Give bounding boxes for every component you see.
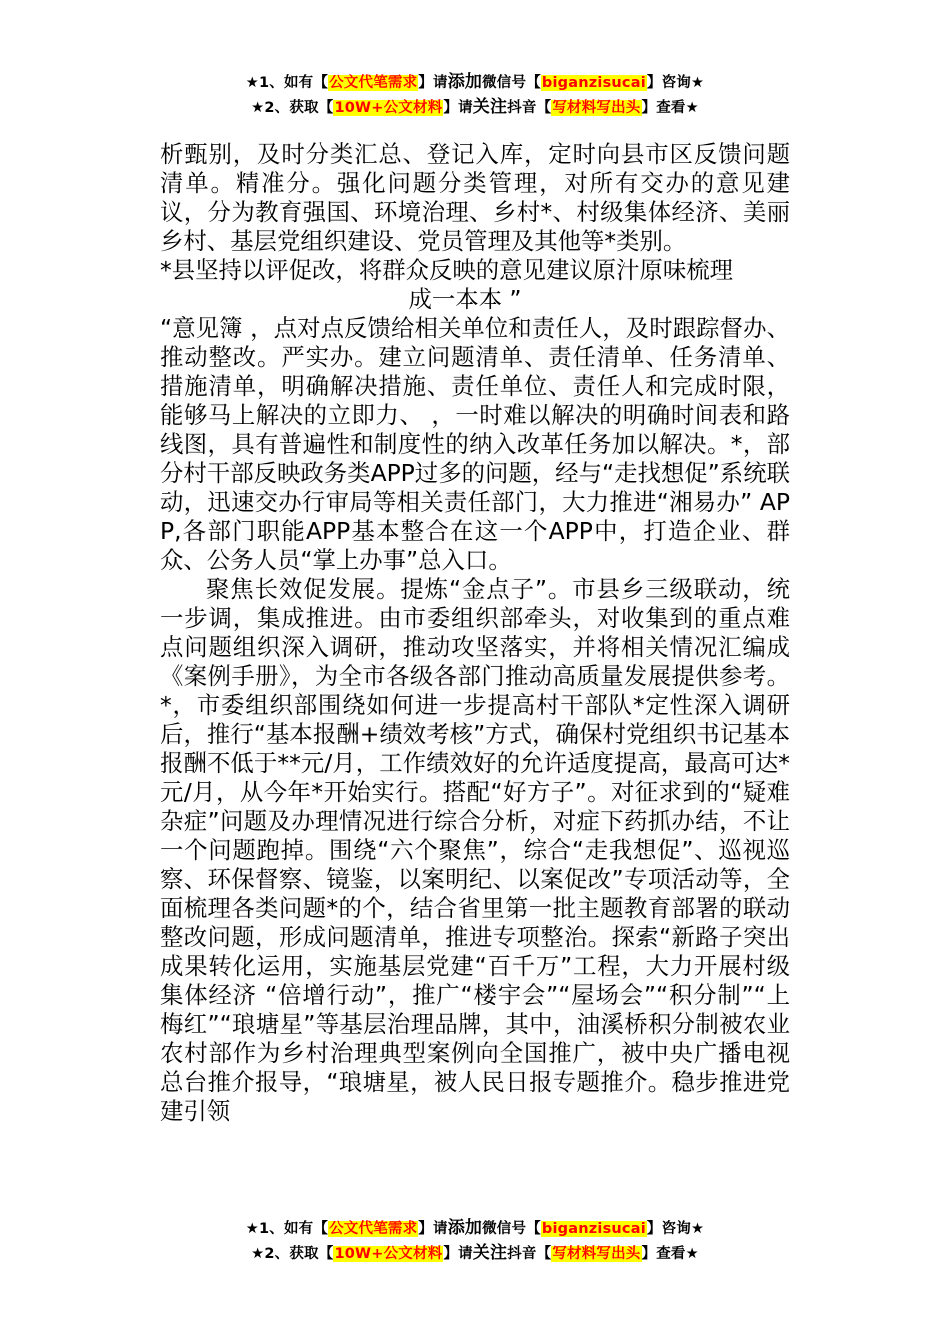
banner-text: 添加: [447, 72, 483, 92]
highlight-text: 10W+公文材料: [334, 1246, 443, 1262]
banner-text: 微信号【: [482, 75, 541, 91]
paragraph: *县坚持以评促改，将群众反映的意见建议原汁原味梳理: [160, 256, 734, 284]
footer-banner: [0, 1216, 950, 1266]
banner-text: 】请: [418, 75, 448, 91]
banner-text: 关注: [472, 97, 508, 117]
banner-text: 关注: [472, 1243, 508, 1263]
highlight-text: 公文代笔需求: [329, 1221, 418, 1237]
document-body: [160, 140, 790, 1126]
banner-text: ★1、如有【: [245, 75, 329, 91]
banner-text: ★2、获取【: [251, 100, 334, 116]
banner-text: 】咨询★: [646, 75, 705, 91]
banner-text: 】请: [443, 1246, 473, 1262]
banner-text: 】请: [443, 100, 473, 116]
banner-text: 抖音【: [507, 100, 552, 116]
banner-text: 抖音【: [507, 1246, 552, 1262]
banner-text: 】咨询★: [646, 1221, 705, 1237]
banner-line-1: [0, 70, 950, 95]
banner-text: ★1、如有【: [245, 1221, 329, 1237]
banner-text: ★2、获取【: [251, 1246, 334, 1262]
highlight-text: biganzisucai: [541, 1221, 646, 1237]
banner-line-1: [0, 1216, 950, 1241]
paragraph: 成一本本 ”: [408, 285, 522, 313]
banner-text: 】查看★: [641, 100, 699, 116]
banner-text: 微信号【: [482, 1221, 541, 1237]
header-banner: [0, 70, 950, 120]
banner-line-2: [0, 1241, 950, 1266]
paragraph: “意见簿 ，点对点反馈给相关单位和责任人，及时跟踪督办、推动整改。严实办。建立问题清单、责任清单、任务清单、措施清单，明确解决措施、责任单位、责任人和完成时限，能够马上解决的立即力、 ，一时难以解决的明确时间表和路线图，具有普遍性和制度性的纳入改革任务加以解决。*，部分村干部反映政务类APP过多的问题，经与“走找想促”系统联动，迅速交办行审局等相关责任部门，大力推进“湘易办” APP,各部门职能APP基本整合在这一个APP中，打造企业、群众、公务人员“掌上办事”总入口。: [160, 314, 790, 574]
paragraph: 析甄别，及时分类汇总、登记入库，定时向县市区反馈问题清单。精准分。强化问题分类管理，对所有交办的意见建议，分为教育强国、环境治理、乡村*、村级集体经济、美丽乡村、基层党组织建设、党员管理及其他等*类别。: [160, 140, 790, 255]
banner-text: 添加: [447, 1218, 483, 1238]
highlight-text: biganzisucai: [541, 75, 646, 91]
highlight-text: 写材料写出头: [552, 1246, 641, 1262]
highlight-text: 10W+公文材料: [334, 100, 443, 116]
highlight-text: 公文代笔需求: [329, 75, 418, 91]
banner-line-2: [0, 95, 950, 120]
highlight-text: 写材料写出头: [552, 100, 641, 116]
paragraph: 聚焦长效促发展。提炼“金点子”。市县乡三级联动，统一步调，集成推进。由市委组织部牵头，对收集到的重点难点问题组织深入调研，推动攻坚落实，并将相关情况汇编成《案例手册》，为全市各级各部门推动高质量发展提供参考。*，市委组织部围绕如何进一步提高村干部队*定性深入调研后，推行“基本报酬+绩效考核”方式，确保村党组织书记基本报酬不低于**元/月，工作绩效好的允许适度提高，最高可达*元/月，从今年*开始实行。搭配“好方子”。对征求到的“疑难杂症”问题及办理情况进行综合分析，对症下药抓办结，不让一个问题跑掉。围绕“六个聚焦”，综合“走我想促”、巡视巡察、环保督察、镜鉴，以案明纪、以案促改”专项活动等，全面梳理各类问题*的个，结合省里第一批主题教育部署的联动整改问题，形成问题清单，推进专项整治。探索“新路子突出成果转化运用，实施基层党建“百千万”工程，大力开展村级集体经济 “倍增行动”，推广“楼宇会”“屋场会”“积分制”“上梅红”“琅塘星”等基层治理品牌，其中，油溪桥积分制被农业农村部作为乡村治理典型案例向全国推广，被中央广播电视总台推介报导，“琅塘星，被人民日报专题推介。稳步推进党建引领: [160, 575, 790, 1125]
banner-text: 】查看★: [641, 1246, 699, 1262]
banner-text: 】请: [418, 1221, 448, 1237]
